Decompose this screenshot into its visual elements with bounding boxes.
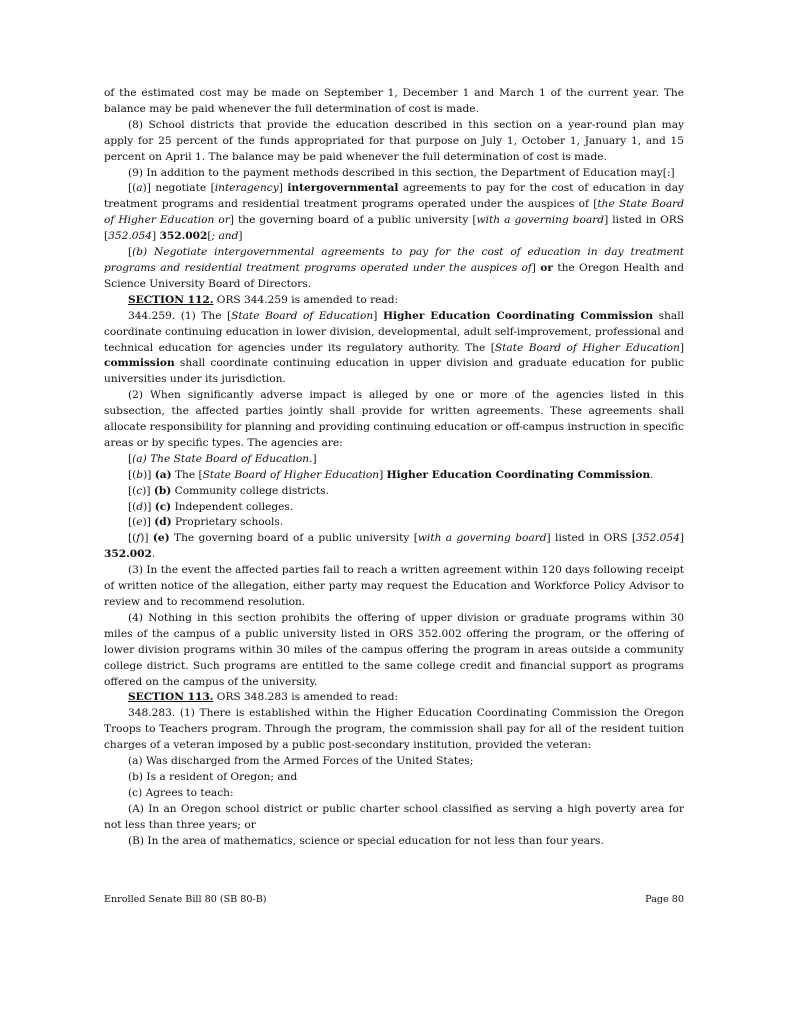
text-run: The [ [171, 468, 203, 481]
text-run: ] [379, 468, 387, 481]
text-run: State Board of Education [231, 309, 374, 322]
text-run: intergovernmental [287, 182, 399, 195]
text-run: [ [207, 230, 212, 243]
text-run: with a governing board [417, 532, 547, 545]
text-run: (c) [154, 500, 172, 513]
text-run: (3) In the event the affected parties fail to reach a written agreement within 120 days following receipt of written notice of the allegation, either party may request the Education and Workforce Policy Advisor to review and to recommend resolution. [104, 564, 684, 608]
text-run: (b) [153, 484, 172, 497]
text-run: )] [143, 468, 155, 481]
text-run: ] [679, 341, 684, 354]
text-run: (e) [152, 532, 170, 545]
paragraph [104, 452, 684, 468]
text-run: )] [143, 500, 155, 513]
text-run: e [136, 516, 143, 529]
text-run: 352.054 [108, 230, 152, 243]
paragraph [104, 86, 684, 118]
text-run: a [136, 182, 143, 195]
text-run: State Board of Higher Education [494, 341, 680, 354]
paragraph [104, 468, 684, 484]
text-run: the Oregon Health and Science University Board of Directors. [104, 261, 684, 290]
text-run: ] [531, 261, 541, 274]
text-run: ; and [211, 230, 239, 243]
footer-page-number: Page 80 [645, 894, 684, 905]
text-run: (a) The State Board of Education. [132, 452, 313, 465]
text-run: [ [128, 452, 133, 465]
text-run: ] [151, 230, 160, 243]
text-run: commission [104, 357, 175, 370]
text-run: ORS 348.283 is amended to read: [213, 691, 399, 704]
text-run: ORS 344.259 is amended to read: [213, 293, 399, 306]
text-run: c [136, 484, 143, 497]
text-run: (a) [154, 468, 172, 481]
paragraph [104, 834, 684, 850]
paragraph [104, 786, 684, 802]
text-run: )] [142, 516, 155, 529]
text-run: )] [140, 532, 153, 545]
bill-text-body [104, 86, 684, 850]
text-run: or [540, 261, 553, 274]
paragraph [104, 118, 684, 166]
text-run: ] listed in ORS [ [104, 214, 684, 243]
text-run: agreements to pay for the cost of education in day treatment programs and residential treatment programs operated under the auspices of [ [104, 182, 685, 211]
paragraph [104, 531, 684, 563]
text-run: Proprietary schools. [171, 516, 284, 529]
text-run: ] listed in ORS [ [546, 532, 637, 545]
text-run: (A) In an Oregon school district or public charter school classified as serving a high poverty area for not less than three years; or [104, 802, 684, 831]
text-run: [( [128, 500, 137, 513]
text-run: shall coordinate continuing education in upper division and graduate education for public universities under its jurisdiction. [104, 357, 684, 386]
paragraph [104, 770, 684, 786]
paragraph [104, 500, 684, 516]
paragraph [104, 706, 684, 754]
text-run: (8) School districts that provide the education described in this section on a year-round plan may apply for 25 percent of the funds appropriated for that purpose on July 1, October 1, January 1, and 15 percent on April 1. The balance may be paid whenever the full determination of cost is made. [104, 118, 684, 163]
paragraph [104, 245, 684, 293]
text-run: d [136, 500, 144, 513]
text-run: (d) [154, 516, 172, 529]
text-run: ] [679, 532, 684, 545]
text-run: [( [128, 532, 137, 545]
text-run: Independent colleges. [171, 500, 294, 513]
paragraph [104, 293, 684, 309]
text-run: 344.259. (1) The [ [128, 309, 232, 322]
text-run: [( [128, 182, 137, 195]
text-run: Higher Education Coordinating Commission [382, 309, 654, 322]
paragraph [104, 484, 684, 500]
text-run: [( [128, 468, 137, 481]
paragraph [104, 166, 684, 182]
paragraph [104, 181, 684, 245]
text-run: . [650, 468, 654, 481]
text-run: with a governing board [476, 214, 605, 227]
text-run: (2) When significantly adverse impact is alleged by one or more of the agencies listed in this subsection, the affected parties jointly shall provide for written agreements. These agreements shall allocate responsibility for planning and providing continuing education or off-campus instruction in specific areas or by specific types. The agencies are: [104, 389, 684, 449]
text-run: ] [373, 309, 383, 322]
text-run: ] [278, 182, 288, 195]
paragraph [104, 802, 684, 834]
text-run: (9) In addition to the payment methods described in this section, the Department of Education may[:] [128, 166, 675, 179]
text-run: Higher Education Coordinating Commission [386, 468, 651, 481]
page-footer [104, 894, 684, 905]
text-run: interagency [214, 182, 279, 195]
paragraph [104, 611, 684, 691]
paragraph [104, 309, 684, 389]
paragraph [104, 388, 684, 452]
text-run: ] the governing board of a public university [ [229, 214, 477, 227]
text-run: )] [142, 484, 154, 497]
text-run: ] [238, 230, 243, 243]
text-run: 348.283. (1) There is established within the Higher Education Coordinating Commission the Oregon Troops to Teachers program. Through the program, the commission shall pay for all of the resident tuition charges of a veteran imposed by a public post-secondary institution, provided the veteran: [104, 707, 684, 752]
text-run: Community college districts. [171, 484, 329, 497]
section-heading: SECTION 113. [128, 691, 214, 704]
footer-bill-title: Enrolled Senate Bill 80 (SB 80-B) [104, 894, 267, 905]
paragraph [104, 563, 684, 611]
text-run: (4) Nothing in this section prohibits the offering of upper division or graduate programs within 30 miles of the campus of a public university listed in ORS 352.002 offering the program, or the offering of lower division programs within 30 miles of the campus offering the program in areas outside a community college district. Such programs are entitled to the same college credit and financial support as programs offered on the campus of the university. [104, 611, 684, 688]
text-run: [ [128, 246, 133, 259]
text-run: [( [128, 516, 137, 529]
text-run: )] negotiate [ [142, 182, 215, 195]
text-run: (b) Is a resident of Oregon; and [128, 770, 298, 783]
text-run: shall coordinate continuing education in lower division, developmental, adult self-improvement, professional and technical education for agencies under its regulatory authority. The [ [104, 309, 684, 354]
text-run: [( [128, 484, 137, 497]
text-run: ] [312, 452, 317, 465]
text-run: (c) Agrees to teach: [128, 786, 234, 799]
text-run: (B) In the area of mathematics, science or special education for not less than four years. [128, 834, 604, 847]
text-run: of the estimated cost may be made on September 1, December 1 and March 1 of the current year. The balance may be paid whenever the full determination of cost is made. [104, 87, 684, 115]
text-run: 352.002 [159, 230, 208, 243]
paragraph [104, 515, 684, 531]
text-run: . [151, 548, 156, 561]
text-run: (a) Was discharged from the Armed Forces of the United States; [128, 755, 474, 768]
text-run: (b) Negotiate intergovernmental agreements to pay for the cost of education in day treatment programs and residential treatment programs operated under the auspices of [104, 246, 684, 274]
paragraph [104, 754, 684, 770]
section-heading: SECTION 112. [128, 293, 214, 306]
text-run: f [136, 532, 141, 545]
text-run: 352.054 [636, 532, 680, 545]
text-run: the State Board of Higher Education or [104, 198, 684, 227]
text-run: The governing board of a public university [ [169, 532, 418, 545]
text-run: b [136, 468, 144, 481]
text-run: 352.002 [104, 548, 152, 561]
text-run: State Board of Higher Education [202, 468, 380, 481]
paragraph [104, 690, 684, 706]
